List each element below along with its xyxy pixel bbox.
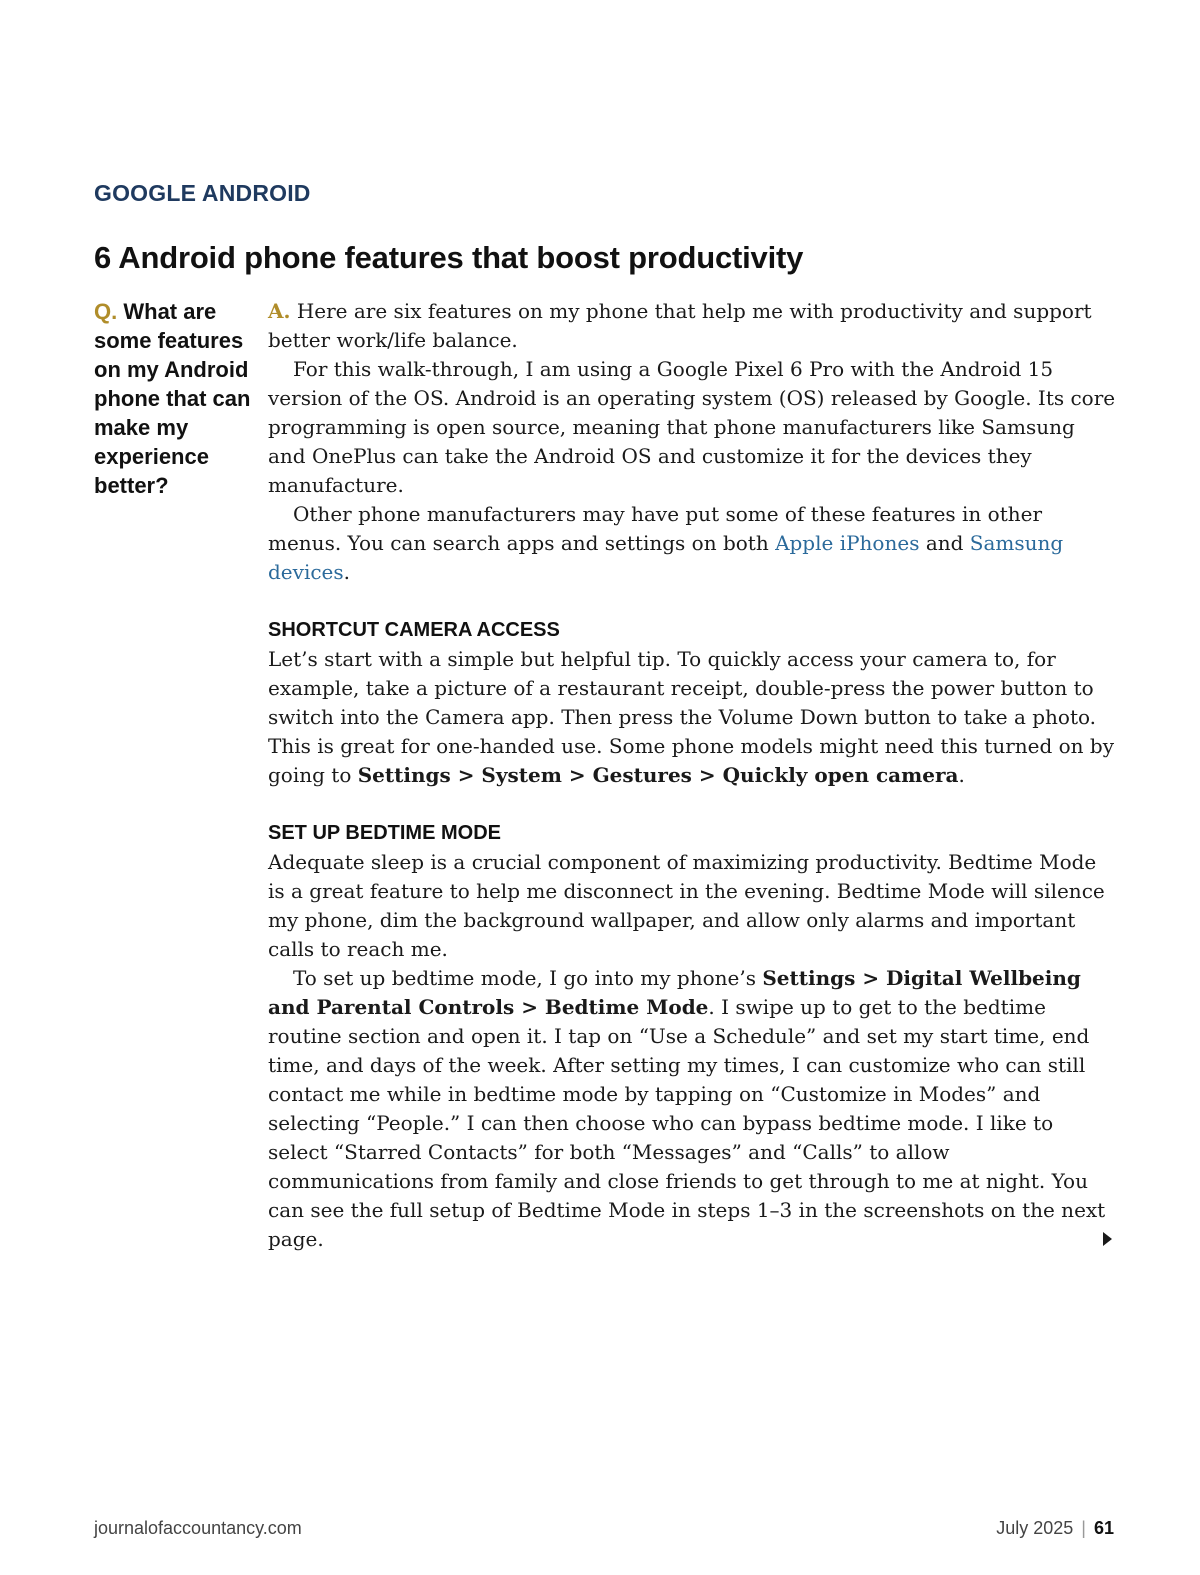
continue-arrow-icon [1103, 1232, 1112, 1246]
apple-iphones-link[interactable]: Apple iPhones [775, 531, 920, 555]
question-mark: Q. [94, 299, 118, 324]
section-heading-bedtime: SET UP BEDTIME MODE [268, 822, 501, 844]
answer-p3-text-a: Other phone manufacturers may have put some of these features in other menus. You can search apps and settings on both [268, 502, 1043, 555]
answer-paragraph-2: For this walk-through, I am using a Google Pixel 6 Pro with the Android 15 version of the OS. Android is an operating system (OS) released by Google. Its core programming is open source, meaning that phone manufacturers like Samsung and OnePlus can take the Android OS and customize it for the devices they manufacture. [268, 357, 1116, 497]
section-kicker: GOOGLE ANDROID [94, 180, 311, 206]
section-heading-camera: SHORTCUT CAMERA ACCESS [268, 619, 560, 641]
question-text: What are some features on my Android phone that can make my experience better? [94, 299, 251, 498]
camera-settings-path: Settings > System > Gestures > Quickly open camera [357, 763, 959, 787]
bedtime-text-a: To set up bedtime mode, I go into my phone’s [293, 966, 763, 990]
camera-paragraph [268, 645, 1118, 790]
article-body [268, 297, 1118, 1254]
answer-mark: A. [268, 299, 291, 323]
camera-text-a: Let’s start with a simple but helpful tip. To quickly access your camera to, for example, take a picture of a restaurant receipt, double-press the power button to switch into the Camera app. Then press the Volume Down button to take a photo. This is great for one-handed use. Some phone models might need this turned on by going to [268, 647, 1115, 787]
answer-p1-text: Here are six features on my phone that help me with productivity and support better work/life balance. [268, 299, 1092, 352]
page-number: 61 [1093, 1518, 1114, 1538]
question-block [94, 297, 252, 500]
bedtime-settings-path: Settings > Digital Wellbeing and Parental Controls > Bedtime Mode [268, 966, 1081, 1019]
bedtime-paragraph-1: Adequate sleep is a crucial component of maximizing productivity. Bedtime Mode is a great feature to help me disconnect in the evening. Bedtime Mode will silence my phone, dim the background wallpaper, and allow only alarms and important calls to reach me. [268, 850, 1105, 961]
footer-folio [996, 1518, 1114, 1539]
article-headline: 6 Android phone features that boost productivity [94, 240, 804, 275]
answer-p3-text-c: . [343, 560, 350, 584]
answer-p3-text-b: and [919, 531, 970, 555]
answer-paragraph-1 [268, 297, 1118, 355]
camera-text-b: . [958, 763, 965, 787]
footer-separator: | [1081, 1518, 1086, 1538]
footer-date: July 2025 [996, 1518, 1074, 1538]
samsung-devices-link[interactable]: Samsung devices [268, 531, 1064, 584]
answer-paragraph-3 [268, 500, 1118, 587]
bedtime-text-b: . I swipe up to get to the bedtime routine section and open it. I tap on “Use a Schedule” and set my start time, end time, and days of the week. After setting my times, I can customize who can still contact me while in bedtime mode by tapping on “Customize in Modes” and selecting “People.” I can then choose who can bypass bedtime mode. I like to select “Starred Contacts” for both “Messages” and “Calls” to allow communications from family and close friends to get through to me at night. You can see the full setup of Bedtime Mode in steps 1–3 in the screenshots on the next page. [268, 995, 1106, 1251]
footer-site: journalofaccountancy.com [94, 1518, 302, 1538]
bedtime-paragraph-2 [268, 964, 1118, 1254]
